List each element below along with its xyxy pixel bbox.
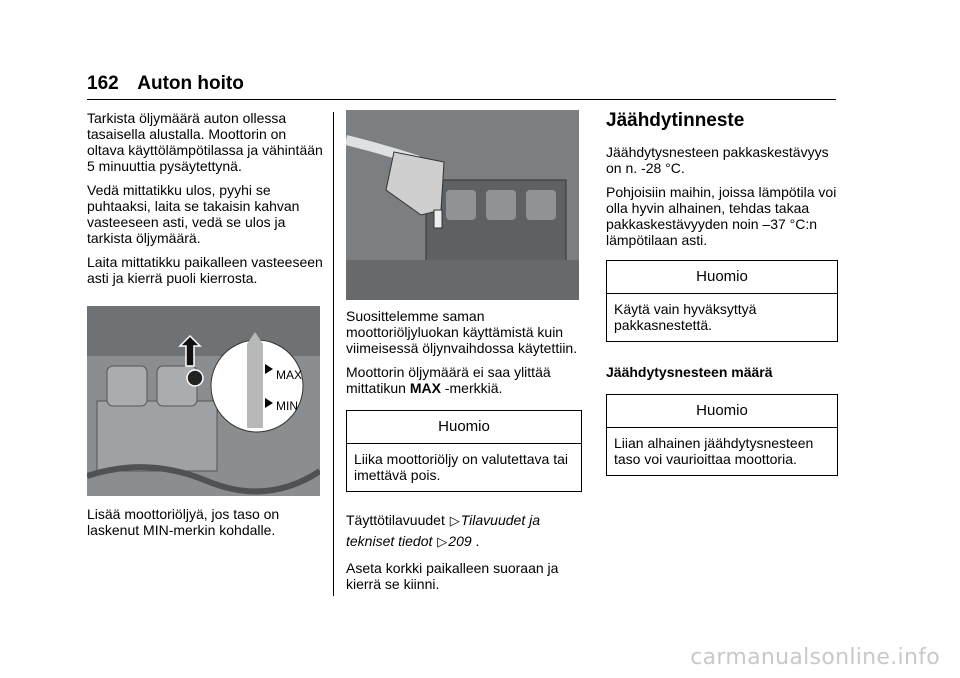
notice-box — [606, 260, 838, 342]
subsection-heading: Jäähdytysnesteen määrä — [606, 364, 773, 380]
notice-title: Huomio — [347, 411, 581, 444]
paragraph: Lisää moottoriöljyä, jos taso on laskenut MIN-merkin kohdalle. — [87, 506, 280, 538]
page-header — [87, 73, 244, 95]
crossref-page[interactable]: 209 — [448, 533, 472, 549]
paragraph: Vedä mittatikku ulos, pyyhi se puhtaaksi, laita se takaisin kahvan vasteeseen asti, vedä se ulos ja tarkista öljymäärä. — [87, 182, 300, 246]
paragraph: Tarkista öljymäärä auton ollessa tasaisella alustalla. Moottorin on oltava käyttölämpötilassa ja vähintään 5 minuuttia pysäytettynä. — [87, 110, 323, 174]
max-mark-label: MAX — [409, 380, 441, 396]
notice-body: Liika moottoriöljy on valutettava tai imettävä pois. — [354, 451, 568, 483]
crossref-link[interactable]: Tilavuudet ja tekniset tiedot — [346, 512, 540, 549]
xref-arrow-icon: ▷ — [449, 513, 460, 528]
column-3 — [606, 110, 838, 476]
notice-box — [606, 394, 838, 476]
notice-body: Käytä vain hyväksyttyä pakkasnestettä. — [614, 301, 757, 333]
paragraph: Täyttötilavuudet ▷Tilavuudet ja tekniset tiedot ▷209 . — [346, 510, 582, 552]
paragraph: Moottorin öljymäärä ei saa ylittää mittatikun MAX -merkkiä. — [346, 364, 551, 396]
paragraph: Aseta korkki paikalleen suoraan ja kierrä se kiinni. — [346, 560, 559, 592]
xref-arrow-icon: ▷ — [437, 534, 448, 549]
notice-title: Huomio — [607, 261, 837, 294]
paragraph: Laita mittatikku paikalleen vasteeseen asti ja kierrä puoli kierrosta. — [87, 254, 323, 286]
section-heading: Jäähdytinneste — [606, 110, 745, 131]
header-divider — [87, 99, 836, 100]
min-label: MIN — [276, 399, 298, 413]
oil-filling-figure — [346, 110, 579, 300]
paragraph: Suosittelemme saman moottoriöljyluokan käyttämistä kuin viimeisessä öljynvaihdossa käytettiin. — [346, 308, 578, 356]
page-number: 162 — [87, 73, 119, 94]
notice-title: Huomio — [607, 395, 837, 428]
dipstick-figure — [87, 306, 320, 496]
column-divider — [333, 112, 334, 596]
column-2 — [346, 110, 582, 600]
notice-body: Liian alhainen jäähdytysnesteen taso voi vaurioittaa moottoria. — [614, 435, 814, 467]
column-1 — [87, 110, 323, 546]
section-title: Auton hoito — [137, 73, 244, 94]
watermark: carmanualsonline.info — [690, 645, 940, 670]
paragraph: Jäähdytysnesteen pakkaskestävyys on n. -28 °C. — [606, 144, 829, 176]
max-label: MAX — [276, 368, 303, 382]
notice-box — [346, 410, 582, 492]
paragraph: Pohjoisiin maihin, joissa lämpötila voi olla hyvin alhainen, tehdas takaa pakkaskestävyyden noin –37 °C:n lämpötilaan asti. — [606, 184, 837, 248]
